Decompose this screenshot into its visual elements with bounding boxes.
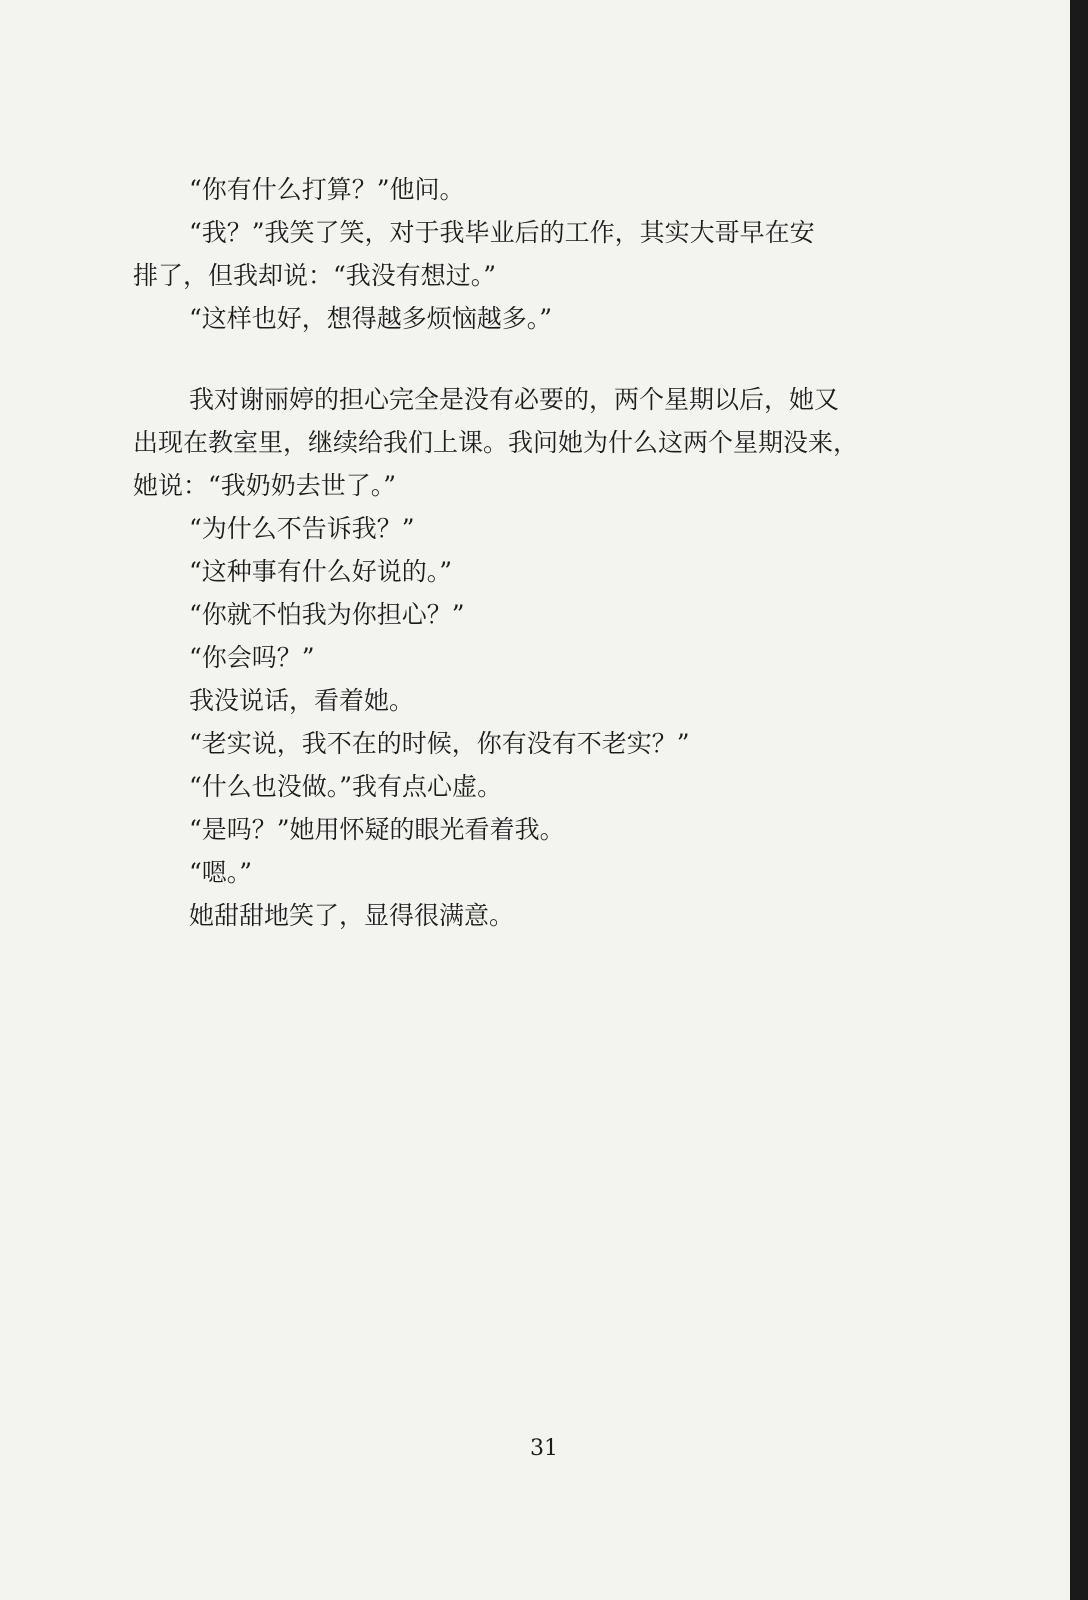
text-line: “是吗？”她用怀疑的眼光看着我。 (189, 815, 565, 844)
text-line: 出现在教室里，继续给我们上课。我问她为什么这两个星期没来， (133, 428, 859, 457)
text-line: 她甜甜地笑了，显得很满意。 (189, 901, 515, 930)
text-line: “这种事有什么好说的。” (189, 557, 453, 586)
text-line: “为什么不告诉我？” (189, 514, 415, 543)
text-line: 我没说话，看着她。 (189, 686, 415, 715)
text-line: “我？”我笑了笑，对于我毕业后的工作，其实大哥早在安 (189, 218, 815, 247)
text-line: “你会吗？” (189, 643, 315, 672)
text-line: 排了，但我却说：“我没有想过。” (133, 261, 497, 290)
text-line: “你就不怕我为你担心？” (189, 600, 465, 629)
page-number: 31 (530, 1436, 558, 1461)
text-line: “嗯。” (189, 858, 253, 887)
text-line: 她说：“我奶奶去世了。” (133, 471, 397, 500)
text-line: “这样也好，想得越多烦恼越多。” (189, 304, 553, 333)
text-line: “什么也没做。”我有点心虚。 (189, 772, 503, 801)
text-line: 我对谢丽婷的担心完全是没有必要的，两个星期以后，她又 (189, 385, 840, 414)
text-line: “老实说，我不在的时候，你有没有不老实？” (189, 729, 690, 758)
scan-edge-shadow (1070, 0, 1088, 1600)
text-line: “你有什么打算？”他问。 (189, 175, 465, 204)
